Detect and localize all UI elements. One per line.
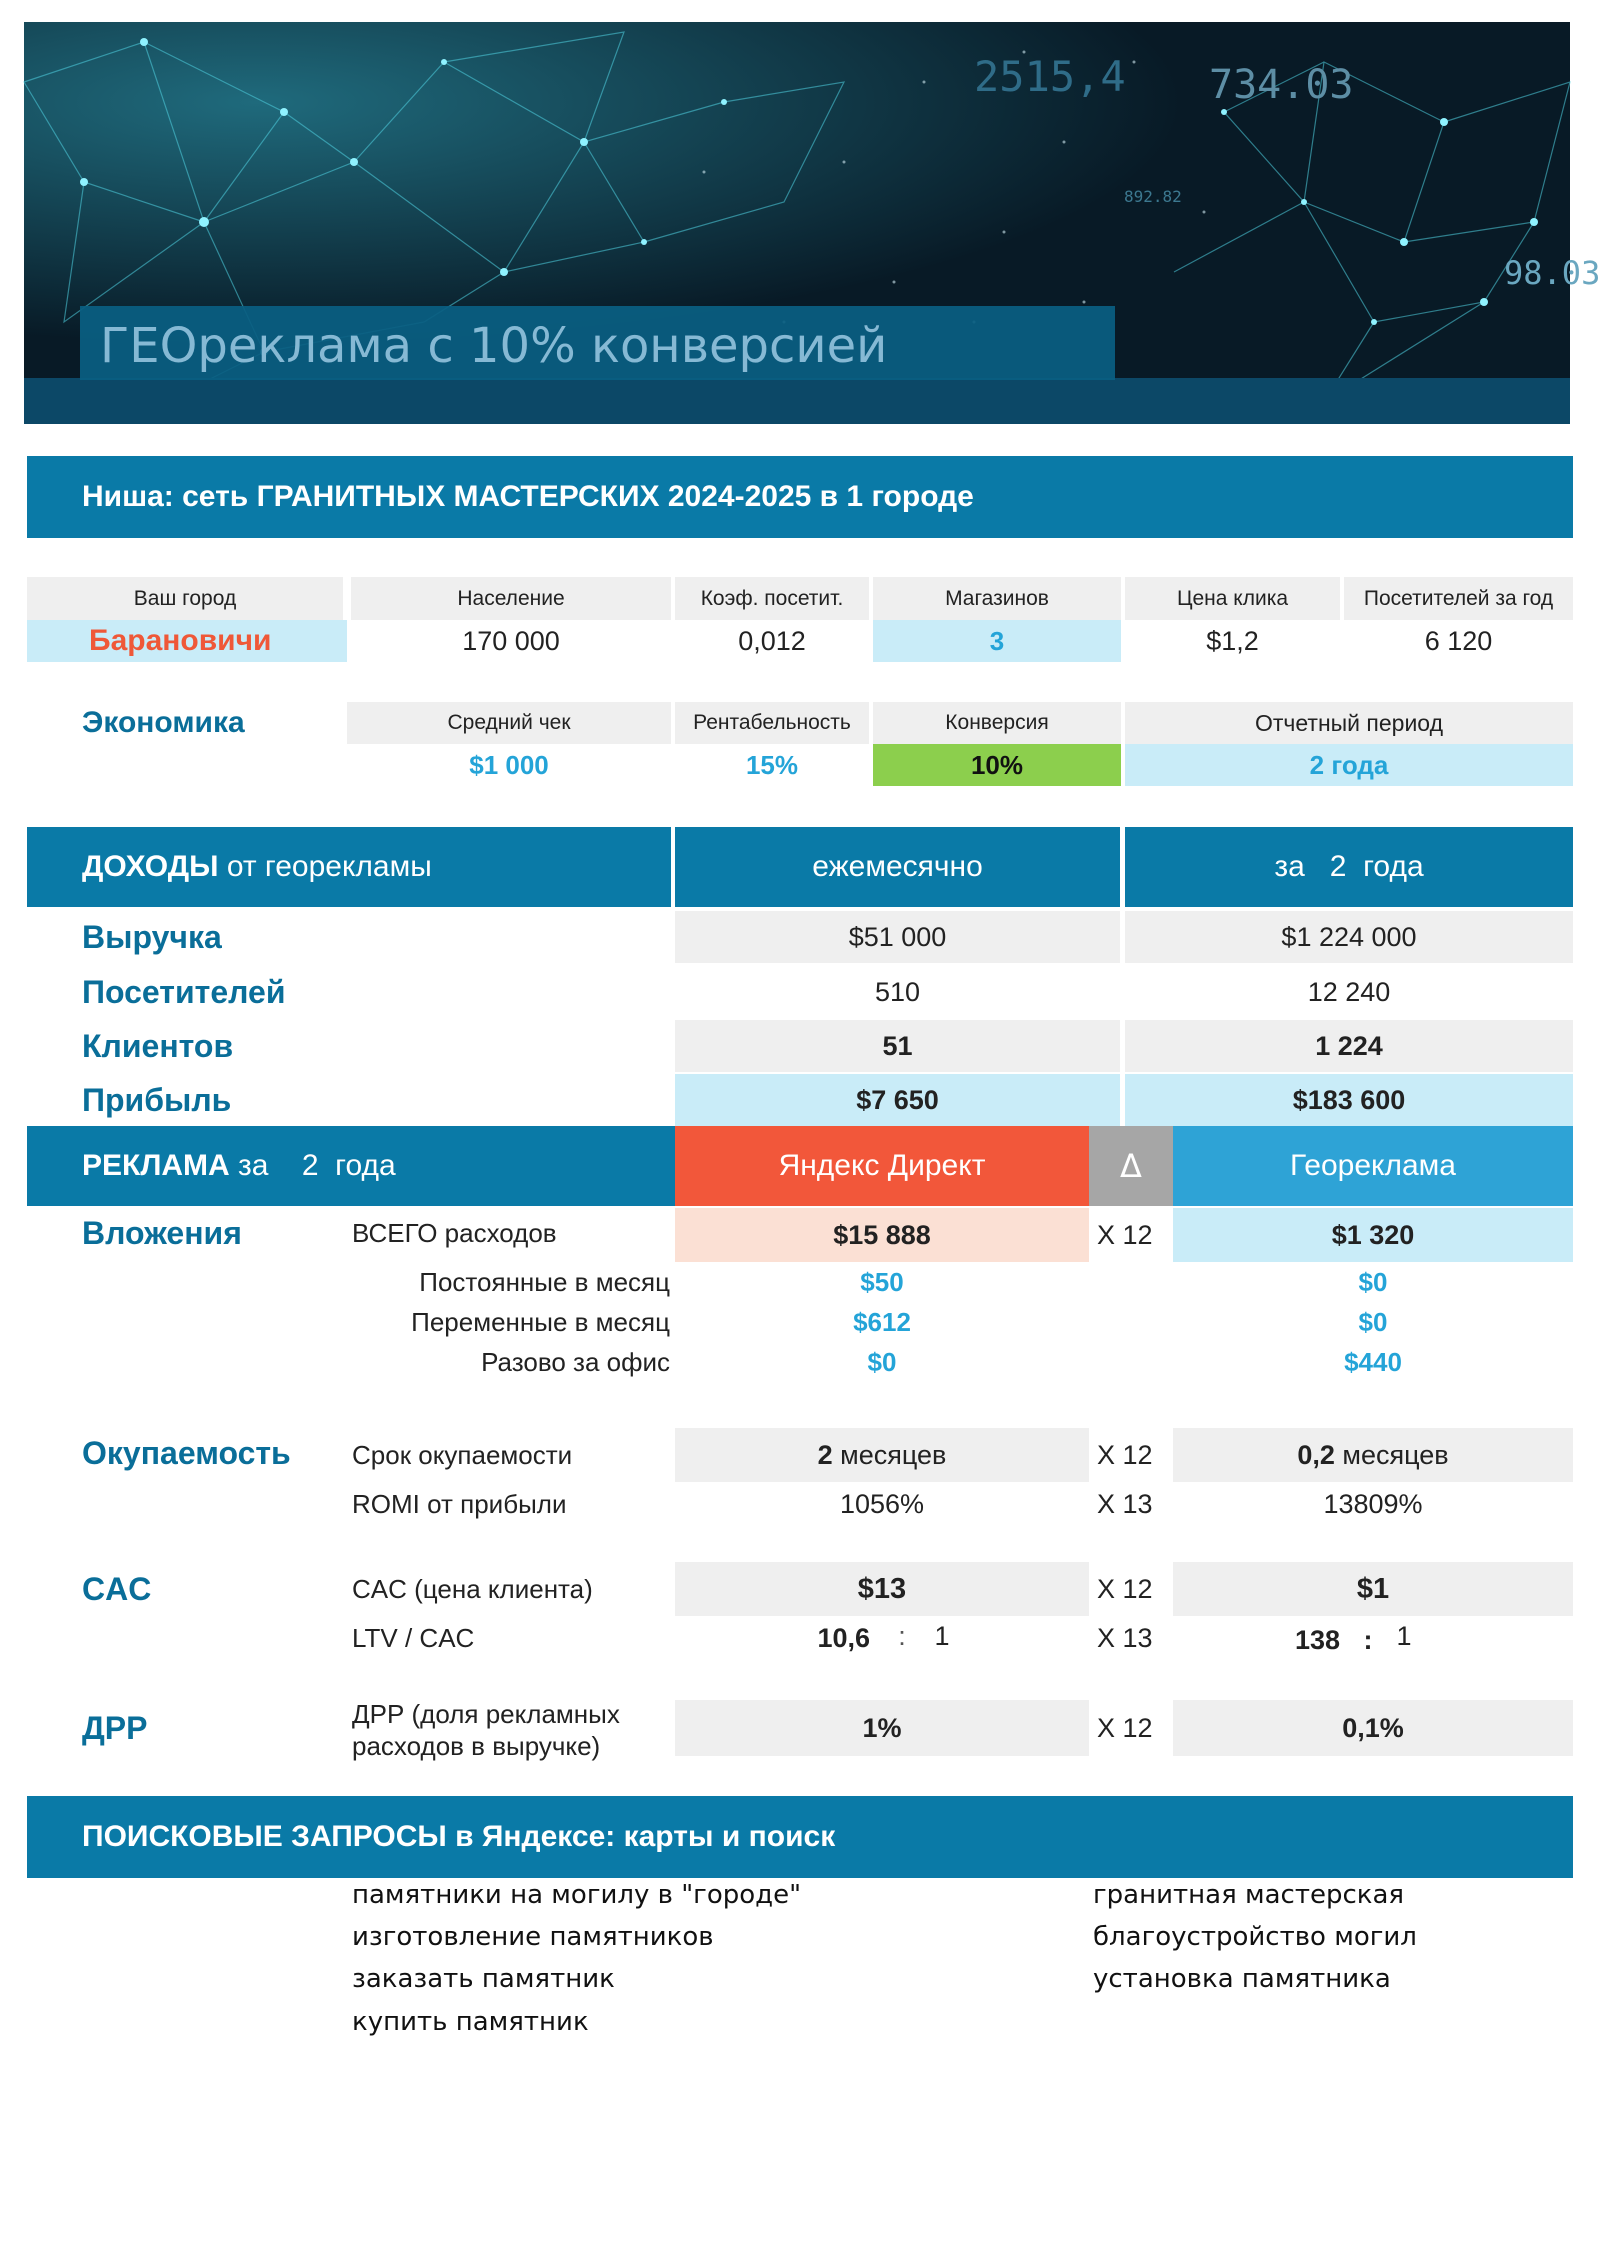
banner-title: ГЕОреклама с 10% конверсией <box>100 318 888 374</box>
queries-title-bar <box>27 1796 1573 1878</box>
economy-title: Экономика <box>82 706 245 739</box>
income-revenue-period: $1 224 000 <box>1125 911 1573 963</box>
query-item: купить памятник <box>352 2007 589 2037</box>
income-row-label: Клиентов <box>82 1027 234 1064</box>
romi-delta: X 13 <box>1097 1488 1153 1519</box>
drr-geo: 0,1% <box>1173 1700 1573 1756</box>
cac-geo: $1 <box>1173 1562 1573 1616</box>
param-header-population: Население <box>351 577 671 620</box>
param-visit-coef-value: 0,012 <box>738 625 806 656</box>
drr-description <box>352 1698 620 1762</box>
ltv-cac-label: LTV / CAC <box>352 1622 475 1653</box>
banner-number: 98.03 <box>1504 254 1600 292</box>
economy-header-conversion: Конверсия <box>873 702 1121 744</box>
query-item: заказать памятник <box>352 1964 615 1994</box>
invest-total-label: ВСЕГО расходов <box>352 1217 557 1248</box>
invest-row-yandex: $0 <box>867 1346 897 1377</box>
invest-row-geo: $440 <box>1344 1346 1402 1377</box>
invest-total-geo: $1 320 <box>1173 1208 1573 1262</box>
income-title-bar <box>27 827 671 907</box>
ltv-yandex-value: 10,6 <box>817 1622 870 1653</box>
param-yearly-visitors-value: 6 120 <box>1424 625 1493 656</box>
ads-title-bar <box>27 1126 675 1206</box>
payback-term-geo-unit: месяцев <box>1334 1439 1449 1470</box>
drr-yandex: 1% <box>675 1700 1089 1756</box>
ads-title-rest: за 2 года <box>229 1149 396 1182</box>
economy-header-avg-check: Средний чек <box>347 702 671 744</box>
economy-avg-check-value: $1 000 <box>469 749 549 780</box>
income-col-monthly: ежемесячно <box>675 827 1120 907</box>
param-shops-value: 3 <box>873 620 1121 662</box>
param-city-value: Барановичи <box>27 620 347 662</box>
param-header-yearly-visitors: Посетителей за год <box>1344 577 1573 620</box>
ltv-yandex-separator: : <box>898 1620 906 1651</box>
param-header-city: Ваш город <box>27 577 343 620</box>
income-visitors-month: 510 <box>874 976 921 1007</box>
economy-profitability-value: 15% <box>745 749 799 780</box>
drr-description-line: расходов в выручке) <box>352 1731 601 1761</box>
income-revenue-month: $51 000 <box>675 911 1120 963</box>
drr-description-line: ДРР (доля рекламных <box>352 1699 620 1729</box>
payback-label: Окупаемость <box>82 1434 291 1471</box>
income-row-label: Прибыль <box>82 1081 232 1118</box>
invest-total-delta: X 12 <box>1097 1219 1153 1250</box>
payback-term-geo-number: 0,2 <box>1297 1439 1335 1470</box>
query-item: благоустройство могил <box>1093 1922 1417 1952</box>
ads-col-delta: Δ <box>1089 1126 1173 1206</box>
param-header-shops: Магазинов <box>873 577 1121 620</box>
ltv-geo-value: 138 <box>1294 1624 1340 1655</box>
income-profit-month: $7 650 <box>675 1074 1120 1126</box>
invest-row-label: Постоянные в месяц <box>419 1266 670 1297</box>
payback-term-yandex-unit: месяцев <box>832 1439 947 1470</box>
invest-row-label: Переменные в месяц <box>411 1306 670 1337</box>
ads-col-yandex: Яндекс Директ <box>675 1126 1089 1206</box>
ltv-yandex-one: 1 <box>934 1620 950 1651</box>
query-item: гранитная мастерская <box>1093 1880 1405 1910</box>
romi-yandex: 1056% <box>839 1488 925 1519</box>
cac-label: CAC <box>82 1570 152 1607</box>
invest-row-geo: $0 <box>1358 1306 1388 1337</box>
invest-row-label: Разово за офис <box>481 1346 670 1377</box>
payback-term-yandex-number: 2 <box>817 1439 833 1470</box>
economy-period-value: 2 года <box>1125 744 1573 786</box>
niche-title: Ниша: сеть ГРАНИТНЫХ МАСТЕРСКИХ 2024-2025 в 1 городе <box>82 480 974 513</box>
query-item: установка памятника <box>1093 1964 1391 1994</box>
income-row-label: Выручка <box>82 918 222 955</box>
ltv-geo-one: 1 <box>1396 1620 1412 1651</box>
income-clients-month: 51 <box>675 1020 1120 1072</box>
cac-delta: X 12 <box>1097 1573 1153 1604</box>
income-clients-period: 1 224 <box>1125 1020 1573 1072</box>
query-item: памятники на могилу в "городе" <box>352 1880 802 1910</box>
invest-row-geo: $0 <box>1358 1266 1388 1297</box>
param-click-price-value: $1,2 <box>1206 625 1259 656</box>
ltv-geo-separator: : <box>1363 1624 1373 1655</box>
banner-bottom-strip <box>24 378 1570 424</box>
invest-total-yandex: $15 888 <box>675 1208 1089 1262</box>
query-item: изготовление памятников <box>352 1922 714 1952</box>
income-profit-period: $183 600 <box>1125 1074 1573 1126</box>
economy-header-period: Отчетный период <box>1125 702 1573 744</box>
queries-title: ПОИСКОВЫЕ ЗАПРОСЫ в Яндексе: карты и поиск <box>82 1820 836 1853</box>
param-header-click-price: Цена клика <box>1125 577 1340 620</box>
ltv-delta: X 13 <box>1097 1622 1153 1653</box>
romi-label: ROMI от прибыли <box>352 1488 567 1519</box>
ads-col-geo: Геореклама <box>1173 1126 1573 1206</box>
drr-delta: X 12 <box>1097 1712 1153 1743</box>
economy-conversion-value: 10% <box>873 744 1121 786</box>
banner-number: 734.03 <box>1209 62 1354 108</box>
banner-number: 2515,4 <box>974 52 1126 101</box>
income-col-period: за 2 года <box>1125 827 1573 907</box>
drr-label: ДРР <box>82 1709 148 1746</box>
payback-term-delta: X 12 <box>1097 1439 1153 1470</box>
income-visitors-period: 12 240 <box>1307 976 1391 1007</box>
niche-title-bar <box>27 456 1573 538</box>
cac-price-label: CAC (цена клиента) <box>352 1573 593 1604</box>
payback-term-yandex <box>675 1428 1089 1482</box>
income-row-label: Посетителей <box>82 973 286 1010</box>
income-title-bold: ДОХОДЫ <box>82 850 219 883</box>
invest-row-yandex: $50 <box>860 1266 904 1297</box>
banner-number: 892.82 <box>1124 187 1182 206</box>
ads-title-bold: РЕКЛАМА <box>82 1149 230 1182</box>
romi-geo: 13809% <box>1323 1488 1423 1519</box>
invest-row-yandex: $612 <box>853 1306 911 1337</box>
invest-label: Вложения <box>82 1214 242 1251</box>
param-population-value: 170 000 <box>462 625 560 656</box>
payback-term-label: Срок окупаемости <box>352 1439 573 1470</box>
economy-header-profitability: Рентабельность <box>675 702 869 744</box>
cac-yandex: $13 <box>675 1562 1089 1616</box>
payback-term-geo <box>1173 1428 1573 1482</box>
income-title-rest: от георекламы <box>218 850 432 883</box>
param-header-visit-coef: Коэф. посетит. <box>675 577 869 620</box>
